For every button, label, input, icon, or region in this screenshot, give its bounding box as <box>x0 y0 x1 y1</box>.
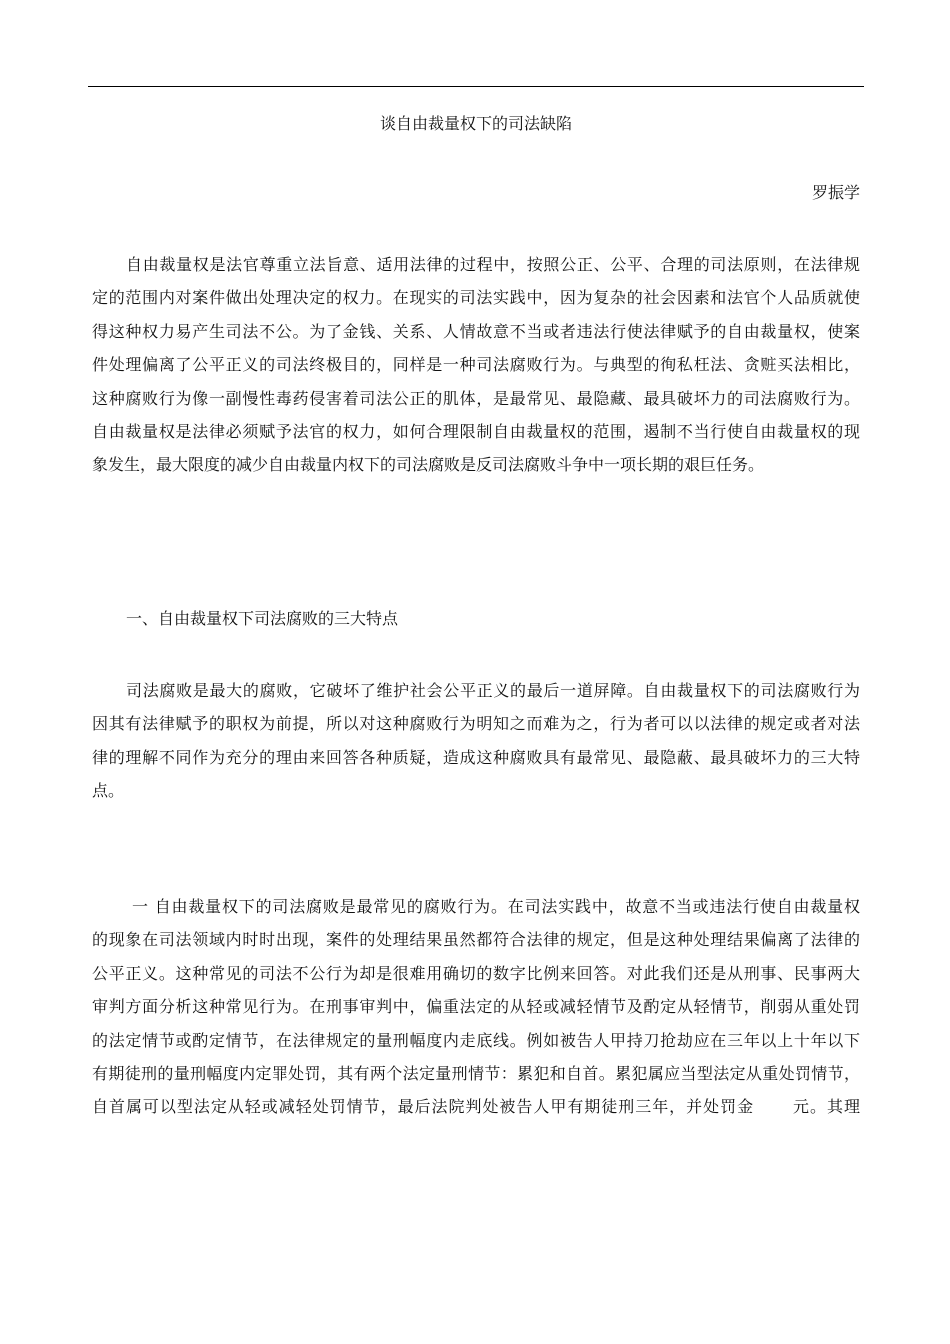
paragraph-line: 因其有法律赋予的职权为前提，所以对这种腐败行为明知之而难为之，行为者可以以法律的规定或者对法 <box>92 714 860 734</box>
paragraph-line: 有期徒刑的量刑幅度内定罪处罚，其有两个法定量刑情节：累犯和自首。累犯属应当型法定从重处罚情节， <box>92 1063 860 1083</box>
paragraph-line: 律的理解不同作为充分的理由来回答各种质疑，造成这种腐败具有最常见、最隐蔽、最具破坏力的三大特 <box>92 747 860 767</box>
document-title: 谈自由裁量权下的司法缺陷 <box>379 114 572 133</box>
paragraph-point-one <box>92 890 860 1124</box>
text-before-gap: 自首属可以型法定从轻或减轻处罚情节，最后法院判处被告人甲有期徒刑三年，并处罚金 <box>92 1097 755 1117</box>
paragraph-line: 的现象在司法领域内时时出现，案件的处理结果虽然都符合法律的规定，但是这种处理结果偏离了法律的 <box>92 930 860 950</box>
paragraph-line: 象发生，最大限度的减少自由裁量内权下的司法腐败是反司法腐败斗争中一项长期的艰巨任务。 <box>92 455 765 475</box>
author-name: 罗振学 <box>811 183 860 202</box>
paragraph-line-with-gap <box>92 1090 860 1123</box>
paragraph-line: 件处理偏离了公平正义的司法终极目的，同样是一种司法腐败行为。与典型的徇私枉法、贪赃买法相比， <box>92 355 860 375</box>
paragraph-intro <box>92 248 860 482</box>
paragraph-line: 得这种权力易产生司法不公。为了金钱、关系、人情故意不当或者违法行使法律赋予的自由裁量权，使案 <box>92 321 860 341</box>
paragraph-line: 自由裁量权是法律必须赋予法官的权力，如何合理限制自由裁量权的范围，遏制不当行使自由裁量权的现 <box>92 421 860 441</box>
paragraph-line: 这种腐败行为像一副慢性毒药侵害着司法公正的肌体，是最常见、最隐藏、最具破坏力的司法腐败行为。 <box>92 388 860 408</box>
paragraph-line: 自由裁量权是法官尊重立法旨意、适用法律的过程中，按照公正、公平、合理的司法原则，在法律规 <box>126 255 860 274</box>
paragraph-line: 审判方面分析这种常见行为。在刑事审判中，偏重法定的从轻或减轻情节及酌定从轻情节，削弱从重处罚 <box>92 997 860 1017</box>
paragraph-line: 定的范围内对案件做出处理决定的权力。在现实的司法实践中，因为复杂的社会因素和法官个人品质就使 <box>92 288 860 308</box>
paragraph-line: 司法腐败是最大的腐败，它破坏了维护社会公平正义的最后一道屏障。自由裁量权下的司法腐败行为 <box>126 681 860 700</box>
section-heading: 一、自由裁量权下司法腐败的三大特点 <box>126 609 399 628</box>
header-rule <box>88 86 864 87</box>
paragraph-features <box>92 674 860 808</box>
paragraph-line: 公平正义。这种常见的司法不公行为却是很难用确切的数字比例来回答。对此我们还是从刑事、民事两大 <box>92 963 860 983</box>
paragraph-line: 一 自由裁量权下的司法腐败是最常见的腐败行为。在司法实践中，故意不当或违法行使自由裁量权 <box>132 897 860 916</box>
paragraph-line: 点。 <box>92 781 125 801</box>
paragraph-line: 的法定情节或酌定情节，在法律规定的量刑幅度内走底线。例如被告人甲持刀抢劫应在三年以上十年以下 <box>92 1030 860 1050</box>
text-after-gap: 元。其理 <box>792 1097 860 1117</box>
